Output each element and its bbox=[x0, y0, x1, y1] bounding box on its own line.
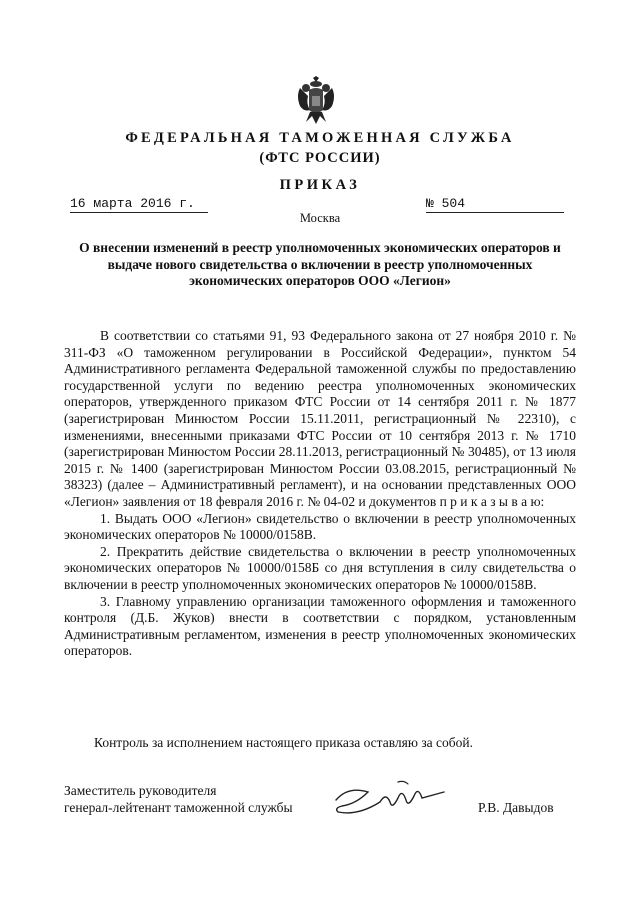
order-body bbox=[64, 328, 576, 660]
handwritten-signature bbox=[328, 778, 448, 820]
order-number: № 504 bbox=[426, 196, 564, 213]
preamble-paragraph: В соответствии со статьями 91, 93 Федерального закона от 27 ноября 2010 г. № 311-ФЗ «О таможенном регулировании в Российской Федерации», пунктом 54 Административного регламента Федеральной таможенной службы по предоставлению государственной услуги по ведению реестра уполномоченных экономических операторов, утвержденного приказом ФТС России от 14 сентября 2011 г. № 1877 (зарегистрирован Минюстом России 15.11.2011, регистрационный № 22310), с изменениями, внесенными приказами ФТС России от 10 сентября 2013 г. № 1710 (зарегистрирован Минюстом России 28.11.2013, регистрационный № 30485), от 13 июля 2015 г. № 1400 (зарегистрирован Минюстом России 03.08.2015, регистрационный № 38323) (далее – Административный регламент), и на основании представленных ООО «Легион» заявления от 18 февраля 2016 г. № 04-02 и документов п р и к а з ы в а ю: bbox=[64, 328, 576, 509]
organization-abbreviation: (ФТС РОССИИ) bbox=[259, 150, 381, 166]
order-subject: О внесении изменений в реестр уполномоченных экономических операторов и выдаче нового свидетельства о включении в реестр уполномоченных экономических операторов ООО «Легион» bbox=[79, 240, 561, 289]
closing-statement: Контроль за исполнением настоящего приказа оставляю за собой. bbox=[94, 735, 473, 750]
document-type: ПРИКАЗ bbox=[279, 177, 361, 193]
order-date: 16 марта 2016 г. bbox=[70, 196, 208, 213]
order-item-1: 1. Выдать ООО «Легион» свидетельство о включении в реестр уполномоченных экономических операторов № 10000/0158В. bbox=[64, 510, 576, 543]
signatory-title bbox=[64, 782, 293, 816]
order-city: Москва bbox=[299, 211, 341, 225]
order-item-2: 2. Прекратить действие свидетельства о включении в реестр уполномоченных экономических операторов № 10000/0158Б со дня вступления в силу свидетельства о включении в реестр уполномоченных экономических операторов № 10000/0158В. bbox=[64, 543, 576, 592]
order-item-3: 3. Главному управлению организации таможенного оформления и таможенного контроля (Д.Б. Жуков) внести в соответствии с порядком, установленным Административным регламентом, изменения в реестр уполномоченных экономических операторов. bbox=[64, 593, 576, 659]
double-headed-eagle-emblem-icon bbox=[294, 76, 338, 124]
signatory-title-line-1: Заместитель руководителя bbox=[64, 783, 217, 798]
signatory-name: Р.В. Давыдов bbox=[478, 800, 554, 815]
organization-name: ФЕДЕРАЛЬНАЯ ТАМОЖЕННАЯ СЛУЖБА bbox=[125, 130, 515, 146]
signatory-title-line-2: генерал-лейтенант таможенной службы bbox=[64, 800, 293, 815]
